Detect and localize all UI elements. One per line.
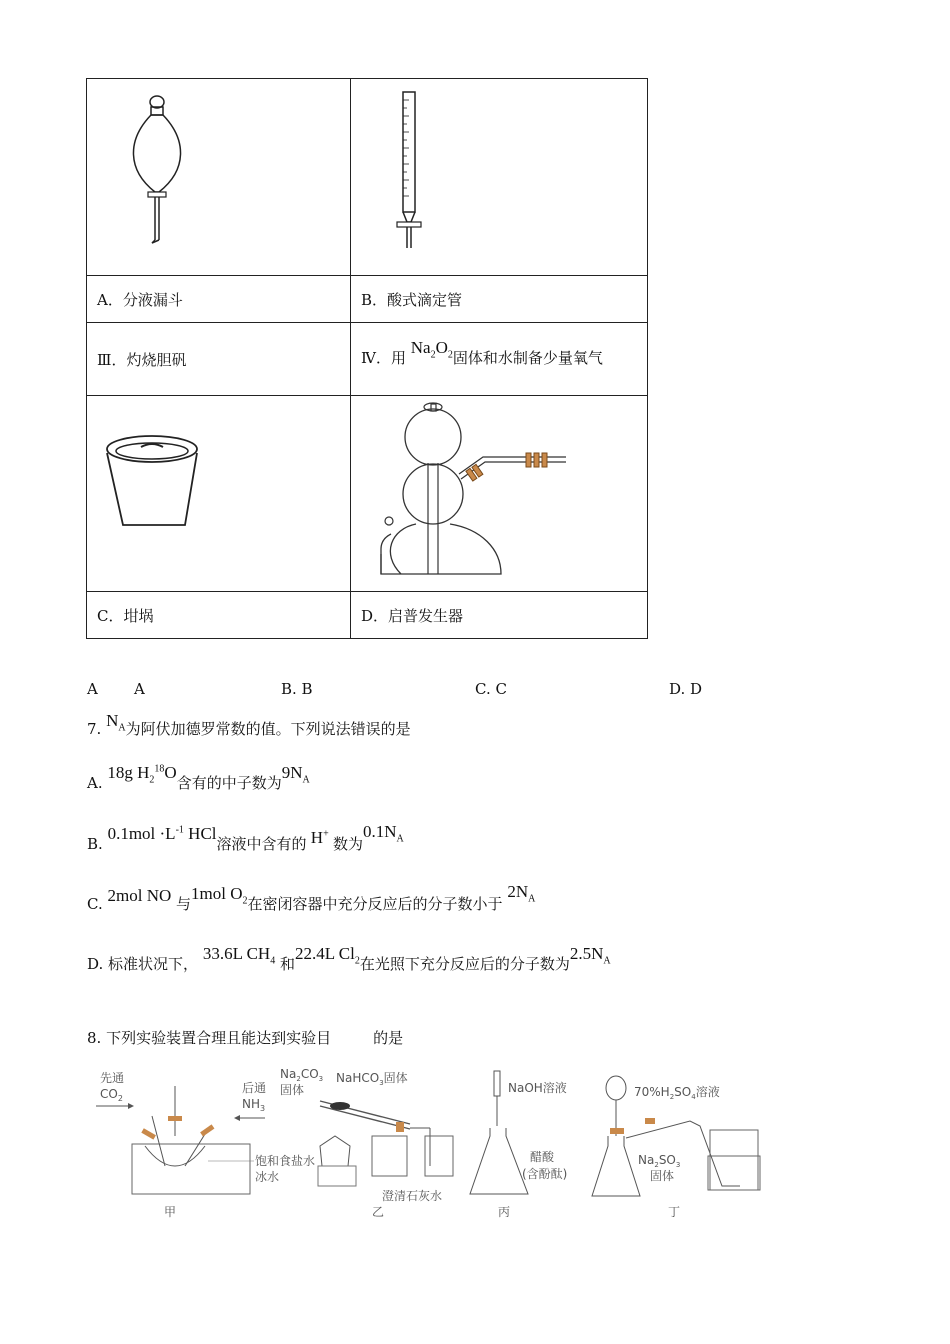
bing-acid-label: 醋酸 <box>530 1150 555 1164</box>
oxygen-prep-label <box>351 323 648 396</box>
separatory-funnel-cell <box>87 79 351 276</box>
burette-icon <box>361 80 501 270</box>
jia-first-label: 先通 <box>100 1071 125 1085</box>
jia-nh3-label: $NH_3$ <box>242 1097 266 1113</box>
q7-option-c[interactable]: C. 2mol NO 与1mol $O_2$在密闭容器中充分反应后的分子数小于 $2N_A$ <box>87 882 536 913</box>
q8-apparatus-figure <box>90 1066 770 1226</box>
apparatus-ding <box>592 1076 760 1219</box>
ding-solid-label: 固体 <box>650 1169 675 1183</box>
apparatus-yi <box>280 1067 453 1219</box>
kipp-label: D．启普发生器 <box>351 592 648 639</box>
answer-option-c: C. C <box>475 680 507 698</box>
bing-phen-label: (含酚酞) <box>522 1167 568 1181</box>
yi-name: 乙 <box>372 1205 385 1219</box>
jia-brine-label: 饱和食盐水 <box>255 1154 316 1168</box>
jia-ice-label: 冰水 <box>255 1170 280 1184</box>
crucible-icon <box>97 417 217 567</box>
jia-co2-label: $CO_2$ <box>100 1087 123 1103</box>
na2o2-formula: $Na_2O_2$ <box>410 338 453 361</box>
oxygen-suffix: 固体和水制备少量氧气 <box>452 349 603 368</box>
answer-option-d: D. D <box>669 680 703 698</box>
answer-option-a-prefix: A <box>87 680 98 698</box>
answer-option-a: A <box>134 680 145 698</box>
bing-naoh-label: NaOH溶液 <box>508 1081 567 1095</box>
na-symbol: $N_A$ <box>106 711 126 734</box>
funnel-label: A．分液漏斗 <box>87 276 351 323</box>
jia-name: 甲 <box>164 1205 177 1219</box>
q7-stem: 7. $N_A$为阿伏加德罗常数的值。下列说法错误的是 <box>87 711 411 738</box>
yi-nahco3-label: NaHCO$_3$固体 <box>336 1071 408 1087</box>
separatory-funnel-icon <box>97 80 217 270</box>
burette-cell <box>351 79 648 276</box>
oxygen-prefix: Ⅳ．用 <box>361 349 406 368</box>
jia-later-label: 后通 <box>242 1081 267 1095</box>
burette-label: B．酸式滴定管 <box>351 276 648 323</box>
answer-option-b: B. B <box>281 680 313 698</box>
q7-option-b[interactable]: B. $0.1mol \cdot L^{-1}$ HCl溶液中含有的 H+ 数为$0.1N_A$ <box>87 822 404 853</box>
yi-na2co3-label: $Na_2CO_3$ <box>280 1067 324 1083</box>
ding-h2so4-label: $70\%H_2SO_4$溶液 <box>634 1085 720 1101</box>
apparatus-bing <box>470 1071 567 1219</box>
crucible-label: C．坩埚 <box>87 592 351 639</box>
ding-name: 丁 <box>668 1205 681 1219</box>
kipp-generator-icon <box>361 399 576 584</box>
crucible-cell <box>87 396 351 592</box>
yi-solid1-label: 固体 <box>280 1083 305 1097</box>
burn-chalcanthite-label: Ⅲ．灼烧胆矾 <box>87 323 351 396</box>
q8-stem: 8. 下列实验装置合理且能达到实验目 的是 <box>87 1029 404 1047</box>
apparatus-table <box>86 78 648 639</box>
bing-name: 丙 <box>498 1205 511 1219</box>
ding-na2so3-label: $Na_2SO_3$ <box>638 1153 681 1169</box>
yi-limewater-label: 澄清石灰水 <box>382 1189 443 1203</box>
q7-option-d[interactable]: D. 标准状况下， 33.6L $CH_4$ 和22.4L $Cl_2$在光照下充分反应后的分子数为$2.5N_A$ <box>87 944 611 973</box>
q7-option-a[interactable]: A. 18g $H_2^{18}O$含有的中子数为$9N_A$ <box>87 763 310 792</box>
kipp-cell <box>351 396 648 592</box>
